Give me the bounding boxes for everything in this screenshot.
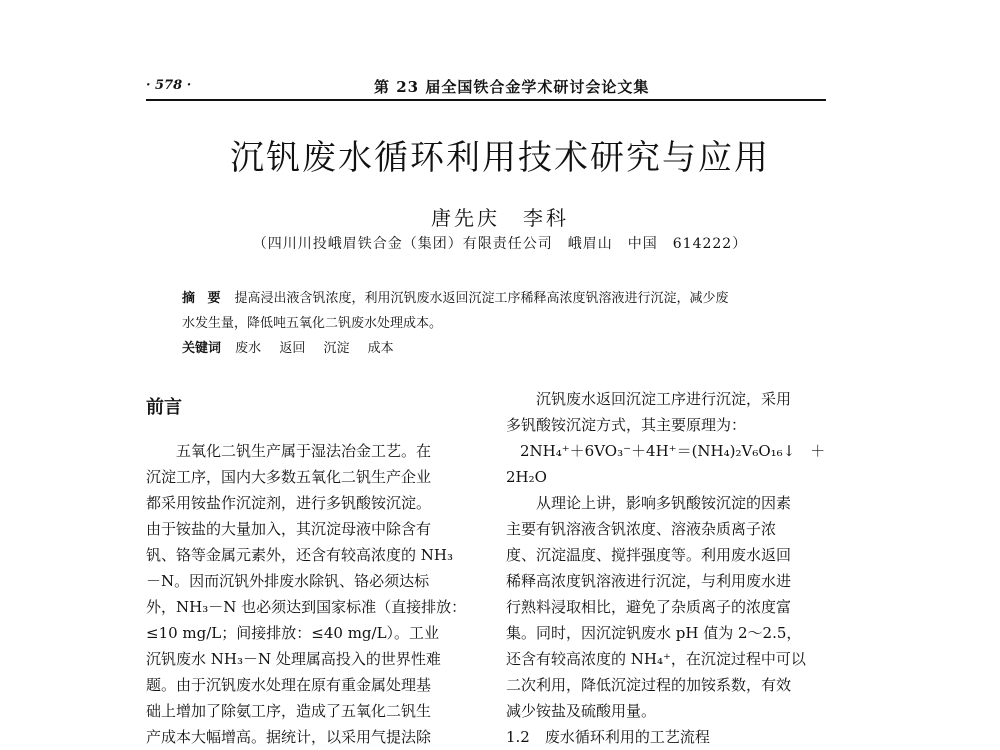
affiliation: （四川川投峨眉铁合金（集团）有限责任公司 峨眉山 中国 614222） [252, 236, 748, 252]
text-line: 沉钒废水返回沉淀工序进行沉淀，采用 [506, 390, 792, 408]
section-heading-intro: 前言 [146, 397, 182, 418]
text-line: 行熟料浸取相比，避免了杂质离子的浓度富 [506, 598, 792, 616]
keywords-label: 关键词 [182, 341, 222, 356]
abstract-line [182, 286, 812, 311]
abstract-block [182, 286, 812, 361]
abstract-text-1: 提高浸出液含钒浓度，利用沉钒废水返回沉淀工序稀释高浓度钒溶液进行沉淀，减少废 [234, 291, 729, 306]
text-line: 多钒酸铵沉淀方式，其主要原理为： [506, 416, 747, 434]
keyword: 返回 [279, 341, 306, 356]
text-line: －N。因而沉钒外排废水除钒、铬必须达标 [146, 572, 430, 590]
text-line: 减少铵盐及硫酸用量。 [506, 702, 657, 720]
text-line: 产成本大幅增高。据统计，以采用气提法除 [146, 728, 432, 746]
text-line: 稀释高浓度钒溶液进行沉淀，与利用废水进 [506, 572, 792, 590]
page-number: · 578 · [146, 78, 192, 93]
chemical-equation: 2NH₄⁺＋6VO₃⁻＋4H⁺＝(NH₄)₂V₆O₁₆↓ ＋ [520, 442, 826, 460]
paper-title: 沉钒废水循环利用技术研究与应用 [230, 138, 770, 178]
text-line: 础上增加了除氨工序，造成了五氧化二钒生 [146, 702, 432, 720]
running-header [146, 70, 826, 98]
text-line: 度、沉淀温度、搅拌强度等。利用废水返回 [506, 546, 792, 564]
keyword: 沉淀 [323, 341, 350, 356]
text-line: ≤10 mg/L；间接排放：≤40 mg/L）。工业 [146, 624, 440, 642]
text-line: 还含有较高浓度的 NH₄⁺，在沉淀过程中可以 [506, 650, 806, 668]
text-line: 钒、铬等金属元素外，还含有较高浓度的 NH₃ [146, 546, 453, 564]
text-line: 集。同时，因沉淀钒废水 pH 值为 2～2.5， [506, 624, 802, 642]
left-column [146, 438, 478, 750]
header-rule [146, 99, 826, 101]
text-line: 题。由于沉钒废水处理在原有重金属处理基 [146, 676, 432, 694]
text-line: 沉钒废水 NH₃－N 处理属高投入的世界性难 [146, 650, 441, 668]
text-line: 从理论上讲，影响多钒酸铵沉淀的因素 [506, 494, 792, 512]
authors: 唐先庆 李科 [431, 206, 569, 230]
keyword: 成本 [367, 341, 394, 356]
text-line: 由于铵盐的大量加入，其沉淀母液中除含有 [146, 520, 432, 538]
abstract-label: 摘 要 [182, 291, 225, 306]
journal-title: 第 23 届全国铁合金学术研讨会论文集 [374, 78, 650, 96]
text-line: 沉淀工序，国内大多数五氧化二钒生产企业 [146, 468, 432, 486]
text-line: 都采用铵盐作沉淀剂，进行多钒酸铵沉淀。 [146, 494, 432, 512]
text-line: 主要有钒溶液含钒浓度、溶液杂质离子浓 [506, 520, 777, 538]
text-line: 二次利用，降低沉淀过程的加铵系数，有效 [506, 676, 792, 694]
subsection-heading: 1.2 废水循环利用的工艺流程 [506, 728, 710, 746]
abstract-text-2: 水发生量，降低吨五氧化二钒废水处理成本。 [182, 316, 443, 331]
right-column [506, 386, 836, 750]
text-line: 五氧化二钒生产属于湿法冶金工艺。在 [146, 442, 432, 460]
keyword: 废水 [235, 341, 262, 356]
keywords-line [182, 336, 812, 361]
chemical-equation-cont: 2H₂O [506, 468, 547, 486]
text-line: 外，NH₃－N 也必须达到国家标准（直接排放： [146, 598, 467, 616]
